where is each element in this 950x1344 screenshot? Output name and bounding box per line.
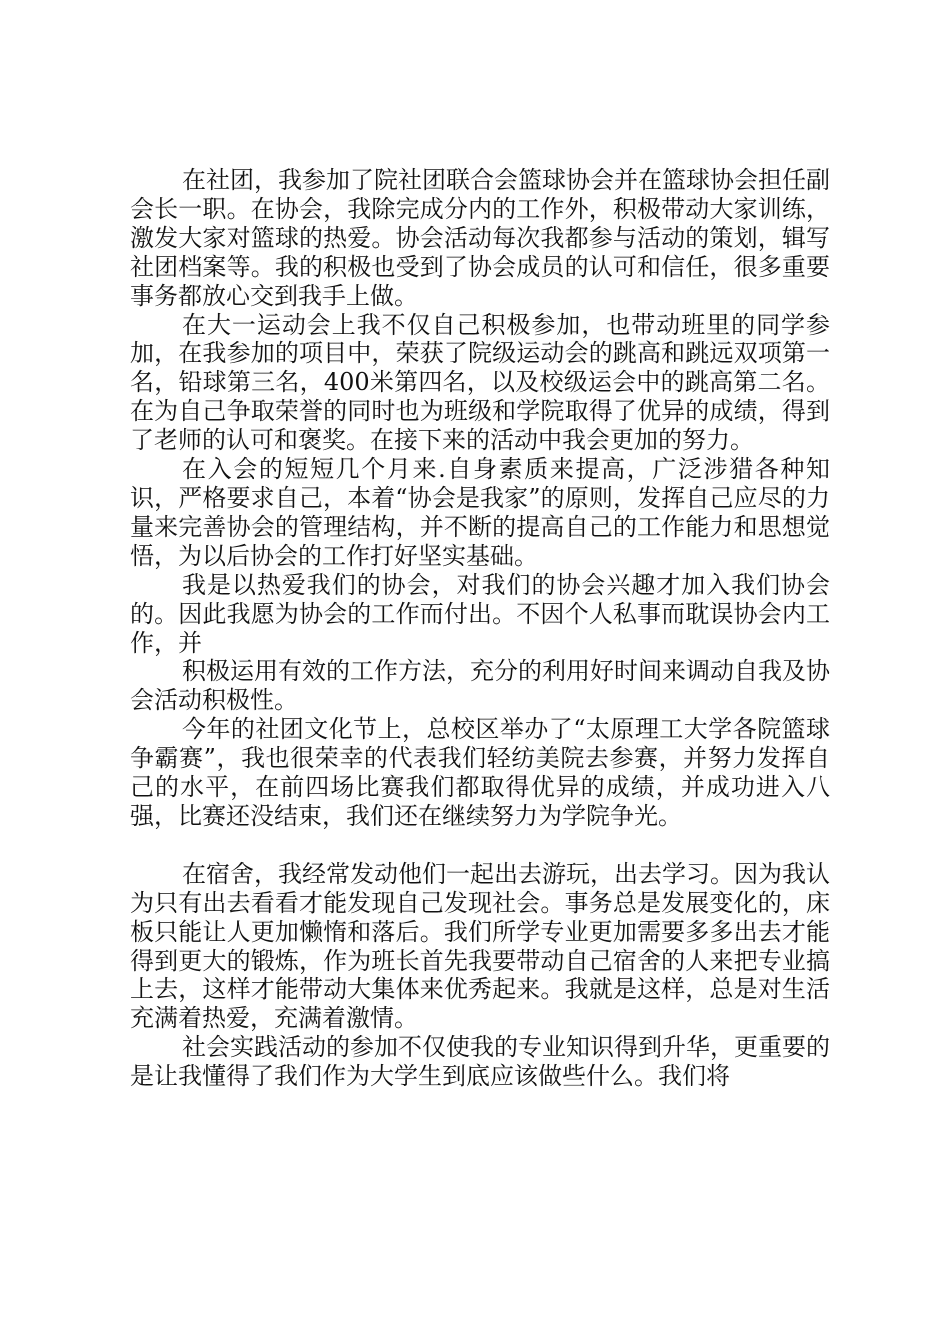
- paragraph-social-practice: 社会实践活动的参加不仅使我的专业知识得到升华，更重要的是让我懂得了我们作为大学生到底应该做些什么。我们将: [130, 1033, 830, 1091]
- paragraph-sports-meet: 在大一运动会上我不仅自己积极参加，也带动班里的同学参加，在我参加的项目中，荣获了院级运动会的跳高和跳远双项第一名，铅球第三名，400米第四名，以及校级运会中的跳高第二名。在为自己争取荣誉的同时也为班级和学院取得了优异的成绩，得到了老师的认可和褒奖。在接下来的活动中我会更加的努力。: [130, 310, 830, 455]
- paragraph-dormitory: 在宿舍，我经常发动他们一起出去游玩，出去学习。因为我认为只有出去看看才能发现自己发现社会。事务总是发展变化的，床板只能让人更加懒惰和落后。我们所学专业更加需要多多出去才能得到更大的锻炼，作为班长首先我要带动自己宿舍的人来把专业搞上去，这样才能带动大集体来优秀起来。我就是这样，总是对生活充满着热爱，充满着激情。: [130, 859, 830, 1033]
- paragraph-spacer: [130, 831, 830, 860]
- document-body: [130, 166, 830, 1091]
- paragraph-association-growth: 在入会的短短几个月来.自身素质来提高，广泛涉猎各种知识，严格要求自己，本着“协会是我家”的原则，发挥自己应尽的力量来完善协会的管理结构，并不断的提高自己的工作能力和思想觉悟，为以后协会的工作打好坚实基础。: [130, 455, 830, 570]
- paragraph-club-basketball: 在社团，我参加了院社团联合会篮球协会并在篮球协会担任副会长一职。在协会，我除完成分内的工作外，积极带动大家训练，激发大家对篮球的热爱。协会活动每次我都参与活动的策划，辑写社团档案等。我的积极也受到了协会成员的认可和信任，很多重要事务都放心交到我手上做。: [130, 166, 830, 310]
- paragraph-love-association: 我是以热爱我们的协会，对我们的协会兴趣才加入我们协会的。因此我愿为协会的工作而付出。不因个人私事而耽误协会内工作，并: [130, 570, 830, 657]
- paragraph-work-methods: 积极运用有效的工作方法，充分的利用好时间来调动自我及协会活动积极性。: [130, 657, 830, 715]
- paragraph-culture-festival: 今年的社团文化节上，总校区举办了“太原理工大学各院篮球争霸赛”，我也很荣幸的代表我们轻纺美院去参赛，并努力发挥自己的水平，在前四场比赛我们都取得优异的成绩，并成功进入八强，比赛还没结束，我们还在继续努力为学院争光。: [130, 715, 830, 830]
